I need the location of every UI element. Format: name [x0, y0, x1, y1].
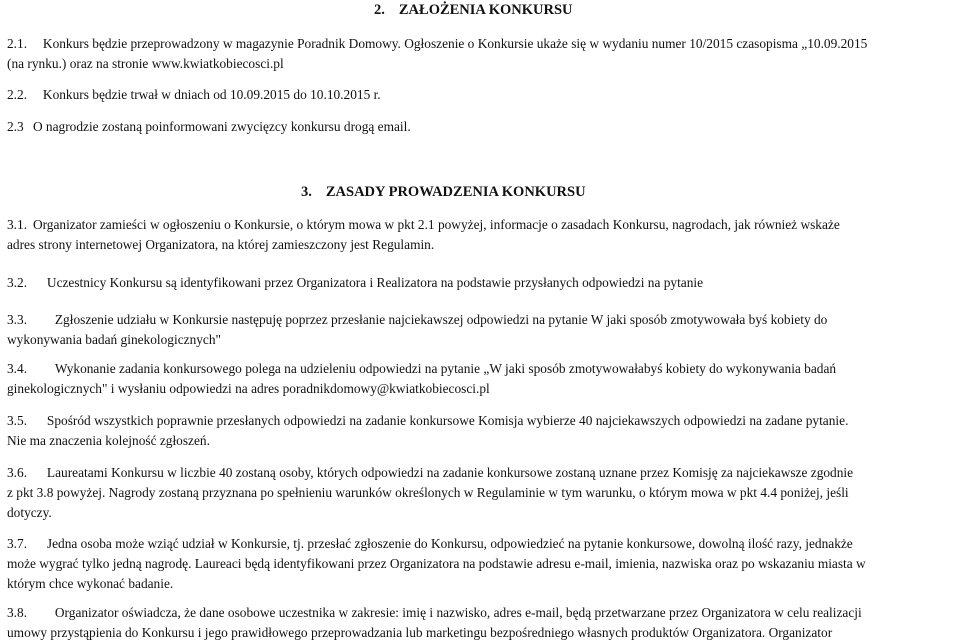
paragraph-line: Jedna osoba może wziąć udział w Konkursie, tj. przesłać zgłoszenie do Konkursu, odpowiedzieć na pytanie konkursowe, dowolną ilość razy, jednakże [46, 536, 853, 551]
paragraph-line: Organizator zamieści w ogłoszeniu o Konkursie, o którym mowa w pkt 2.1 powyżej, informacje o zasadach Konkursu, nagrodach, jak również wskaże [32, 217, 840, 232]
paragraph-line: Zgłoszenie udziału w Konkursie następuję poprzez przesłanie najciekawszej odpowiedzi na pytanie W jaki sposób zmotywowała byś kobiety do [54, 312, 828, 327]
paragraph-number: 3.5. [7, 413, 28, 428]
paragraph-line: Konkurs będzie trwał w dniach od 10.09.2015 do 10.10.2015 r. [42, 87, 381, 102]
paragraph-3-8 [7, 603, 957, 643]
paragraph-2-2 [7, 85, 957, 105]
paragraph-line: wykonywania badań ginekologicznych" [7, 332, 222, 347]
paragraph-3-1 [7, 215, 957, 255]
paragraph-line: umowy przystąpienia do Konkursu i jego prawidłowego przeprowadzania lub marketingu bezpośredniego własnych produktów Organizatora. Organizator [7, 625, 833, 640]
paragraph-line: Wykonanie zadania konkursowego polega na udzieleniu odpowiedzi na pytanie „W jaki sposób zmotywowałabyś kobiety do wykonywania badań [54, 361, 837, 376]
paragraph-line: którym chce wykonać badanie. [7, 576, 174, 591]
paragraph-2-1 [7, 34, 957, 74]
section-2-heading [374, 2, 573, 19]
section-2-number: 2. [374, 2, 385, 18]
paragraph-number: 2.2. [7, 87, 28, 102]
paragraph-line: dotyczy. [7, 505, 52, 520]
paragraph-3-5 [7, 411, 957, 451]
paragraph-number: 3.6. [7, 465, 28, 480]
paragraph-3-6 [7, 463, 957, 523]
paragraph-line: O nagrodzie zostaną poinformowani zwycięzcy konkursu drogą email. [32, 119, 411, 134]
section-3-heading [301, 184, 586, 201]
paragraph-3-3 [7, 310, 957, 350]
section-3-number: 3. [301, 184, 312, 200]
section-2-title: ZAŁOŻENIA KONKURSU [398, 2, 573, 18]
paragraph-number: 2.1. [7, 36, 28, 51]
paragraph-line: Nie ma znaczenia kolejność zgłoszeń. [7, 433, 210, 448]
paragraph-number: 3.1. [7, 217, 28, 232]
paragraph-line: Spośród wszystkich poprawnie przesłanych odpowiedzi na zadanie konkursowe Komisja wybierze 40 najciekawszych odpowiedzi na zadane pytanie. [46, 413, 849, 428]
paragraph-number: 2.3 [7, 119, 24, 134]
paragraph-line: Organizator oświadcza, że dane osobowe uczestnika w zakresie: imię i nazwisko, adres e-mail, będą przetwarzane przez Organizatora w celu realizacji [54, 605, 862, 620]
paragraph-line: Konkurs będzie przeprowadzony w magazynie Poradnik Domowy. Ogłoszenie o Konkursie ukaże się w wydaniu numer 10/2015 czasopisma „10.09.2015 [42, 36, 868, 51]
paragraph-number: 3.2. [7, 275, 28, 290]
paragraph-number: 3.4. [7, 361, 28, 376]
paragraph-3-7 [7, 534, 957, 594]
section-3-title: ZASADY PROWADZENIA KONKURSU [325, 184, 586, 200]
paragraph-line: może wygrać tylko jedną nagrodę. Laureaci będą identyfikowani przez Organizatora na podstawie adresu e-mail, imienia, nazwiska oraz po wskazaniu miasta w [7, 556, 866, 571]
paragraph-line: z pkt 3.8 powyżej. Nagrody zostaną przyznana po spełnieniu warunków określonych w Regulaminie w tym warunku, o którym mowa w pkt 4.4 poniżej, jeśli [7, 485, 849, 500]
paragraph-2-3 [7, 117, 957, 137]
paragraph-line: Uczestnicy Konkursu są identyfikowani przez Organizatora i Realizatora na podstawie przysłanych odpowiedzi na pytanie [46, 275, 704, 290]
paragraph-number: 3.3. [7, 312, 28, 327]
paragraph-3-4 [7, 359, 957, 399]
paragraph-number: 3.7. [7, 536, 28, 551]
paragraph-line: Laureatami Konkursu w liczbie 40 zostaną osoby, których odpowiedzi na zadanie konkursowe zostaną uznane przez Komisję za najciekawsze zgodnie [46, 465, 854, 480]
paragraph-3-2 [7, 273, 957, 293]
paragraph-line: (na rynku.) oraz na stronie www.kwiatkobiecosci.pl [7, 56, 284, 71]
paragraph-line: adres strony internetowej Organizatora, na której zamieszczony jest Regulamin. [7, 237, 435, 252]
paragraph-number: 3.8. [7, 605, 28, 620]
paragraph-line: ginekologicznych" i wysłaniu odpowiedzi na adres poradnikdomowy@kwiatkobiecosci.pl [7, 381, 490, 396]
